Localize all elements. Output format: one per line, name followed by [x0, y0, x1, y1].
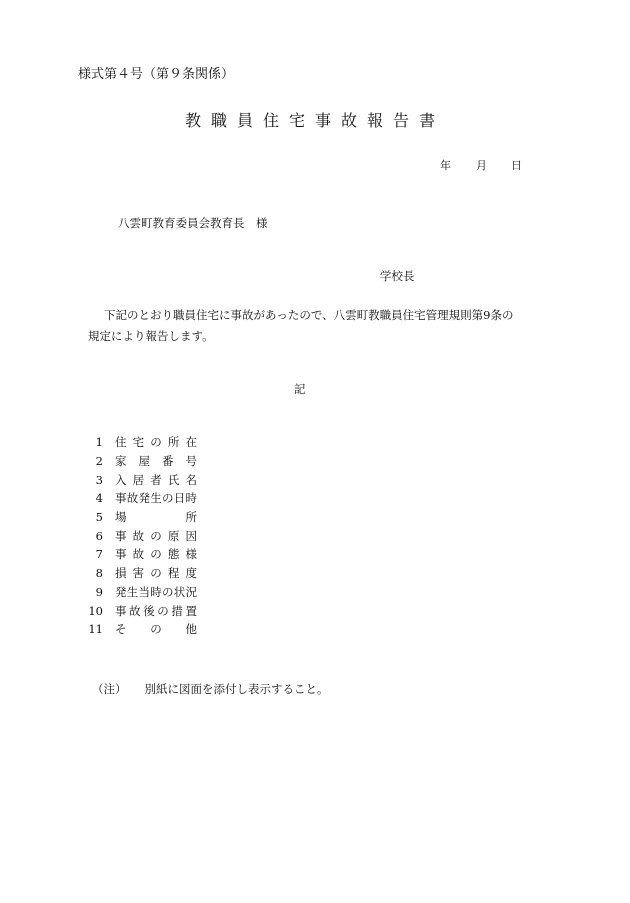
item-number: 1: [95, 435, 103, 450]
item-list: [88, 433, 197, 639]
item-label: 家 屋 番 号: [115, 454, 197, 469]
item-number: 8: [95, 566, 103, 581]
note-prefix: （注）: [92, 682, 127, 696]
item-number: 9: [95, 584, 103, 599]
note-text: 別紙に図面を添付し表示すること。: [144, 682, 329, 696]
date-day: 日: [511, 159, 522, 172]
item-label: 発 生 当 時 の 状 況: [115, 584, 197, 599]
list-item: [88, 452, 197, 471]
body-line-2: 規定により報告します。: [88, 329, 214, 343]
report-body: [88, 305, 538, 347]
item-number: 10: [88, 603, 103, 618]
list-item: [88, 489, 197, 508]
date-year: 年: [440, 159, 451, 172]
sender: 学校長: [380, 269, 415, 283]
list-item: [88, 526, 197, 545]
date-month: 月: [476, 159, 487, 172]
list-item: [88, 433, 197, 452]
item-label: 事 故 発 生 の 日 時: [115, 491, 197, 506]
ki-heading: 記: [294, 382, 306, 396]
item-number: 2: [95, 454, 103, 469]
list-item: [88, 583, 197, 602]
item-label: 事 故 後 の 措 置: [115, 603, 197, 618]
list-item: [88, 564, 197, 583]
item-label: 入 居 者 氏 名: [115, 472, 197, 487]
list-item: [88, 470, 197, 489]
item-number: 4: [95, 491, 103, 506]
item-label: そ の 他: [115, 622, 197, 637]
item-number: 6: [95, 528, 103, 543]
item-label: 場 所: [115, 510, 197, 525]
item-label: 事 故 の 原 因: [115, 528, 197, 543]
list-item: [88, 601, 197, 620]
item-number: 3: [95, 472, 103, 487]
item-number: 5: [95, 510, 103, 525]
addressee: 八雲町教育委員会教育長 様: [118, 216, 268, 230]
item-label: 住 宅 の 所 在: [115, 435, 197, 450]
form-number: 様式第４号（第９条関係）: [78, 67, 235, 82]
body-line-1: 下記のとおり職員住宅に事故があったので、八雲町教職員住宅管理規則第9条の: [104, 308, 514, 322]
list-item: [88, 508, 197, 527]
list-item: [88, 620, 197, 639]
item-number: 7: [95, 547, 103, 562]
note: [92, 681, 329, 697]
document-title: 教職員住宅事故報告書: [185, 111, 446, 130]
item-label: 損 害 の 程 度: [115, 566, 197, 581]
item-number: 11: [88, 622, 103, 637]
list-item: [88, 545, 197, 564]
item-label: 事 故 の 態 様: [115, 547, 197, 562]
